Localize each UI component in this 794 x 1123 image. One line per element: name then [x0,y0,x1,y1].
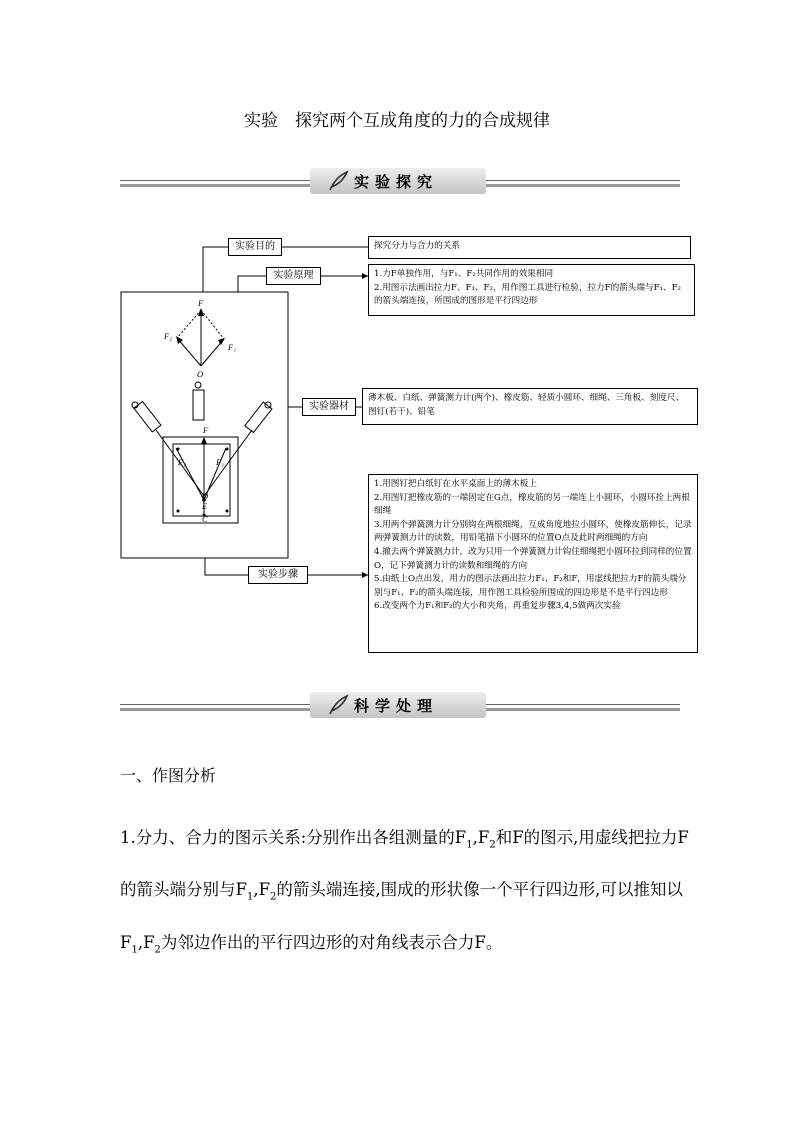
materials-box [362,388,698,425]
label-E: E [202,501,208,511]
purpose-label: 实验目的 [228,238,282,256]
section-heading: 一、作图分析 [120,766,217,785]
principle-item: 2.用图示法画出拉力F、F₁、F₂，用作图工具进行检验，拉力F的箭头端与F₁、F₂的箭头端连接，所围成的图形是平行四边形 [374,282,681,307]
banner-label: 实验探究 [354,173,439,191]
step-item: 5.由纸上O点出发，用力的图示法画出拉力F₁、F₂和F，用虚线把拉力F的箭头端分别与F₁、F₂的箭头端连接，用作图工具检验所围成的四边形是不是平行四边形 [374,574,687,598]
section-banner-processing [120,692,680,718]
step-item: 3.用两个弹簧测力计分别钩在两根细绳，互成角度地拉小圆环，使橡皮筋伸长，记录两弹簧测力计的读数，用铅笔描下小圆环的位置O点及此时两细绳的方向 [374,519,692,544]
label-F: F [198,298,204,308]
label-O: O [197,369,204,379]
step-item: 6.改变两个力F₁和F₂的大小和夹角，再重复步骤3,4,5做两次实验 [374,601,621,612]
label-F2: F₂ [164,331,173,341]
materials-text: 薄木板、白纸、弹簧测力计(两个)、橡皮筋、轻质小圆环、细绳、三角板、刻度尺、图钉(若干)、铅笔 [368,393,685,417]
principle-box [368,264,695,316]
banner-label: 科学处理 [354,697,439,715]
principle-item: 1.力F单独作用，与F₁、F₂共同作用的效果相同 [374,269,554,279]
body-paragraph: 1.分力、合力的图示关系:分别作出各组测量的$F_1,F_2$和F的图示,用虚线把拉力F的箭头端分别与$F_1,F_2$的箭头端连接,围成的形状像一个平行四边形,可以推知以$F_1,F_2$为邻边作出的平行四边形的对角线表示合力F。 [120,828,689,955]
label-F-lower: F [203,425,209,435]
materials-label: 实验器材 [302,398,356,416]
page-title: 实验 探究两个互成角度的力的合成规律 [244,111,550,131]
step-item: 1.用图钉把白纸钉在水平桌面上的薄木板上 [374,479,537,489]
steps-box [368,474,698,653]
purpose-text: 探究分力与合力的关系 [374,241,460,251]
label-C: C [202,514,208,524]
step-item: 2.用图钉把橡皮筋的一端固定在G点，橡皮筋的另一端连上小圆环，小圆环拴上两根细绳 [374,492,690,517]
label-F2-lower: F₂ [178,457,187,467]
leaf-icon [326,693,350,717]
purpose-box [368,236,691,259]
label-O-lower: O [202,491,209,501]
label-F1-lower: F₁ [216,457,225,467]
principle-label: 实验原理 [266,267,321,285]
steps-label: 实验步骤 [248,566,308,584]
step-item: 4.撤去两个弹簧测力计，改为只用一个弹簧测力计钩住细绳把小圆环拉到同样的位置O，记下弹簧测力计的读数和细绳的方向 [374,546,692,571]
label-F1: F₁ [228,342,237,352]
